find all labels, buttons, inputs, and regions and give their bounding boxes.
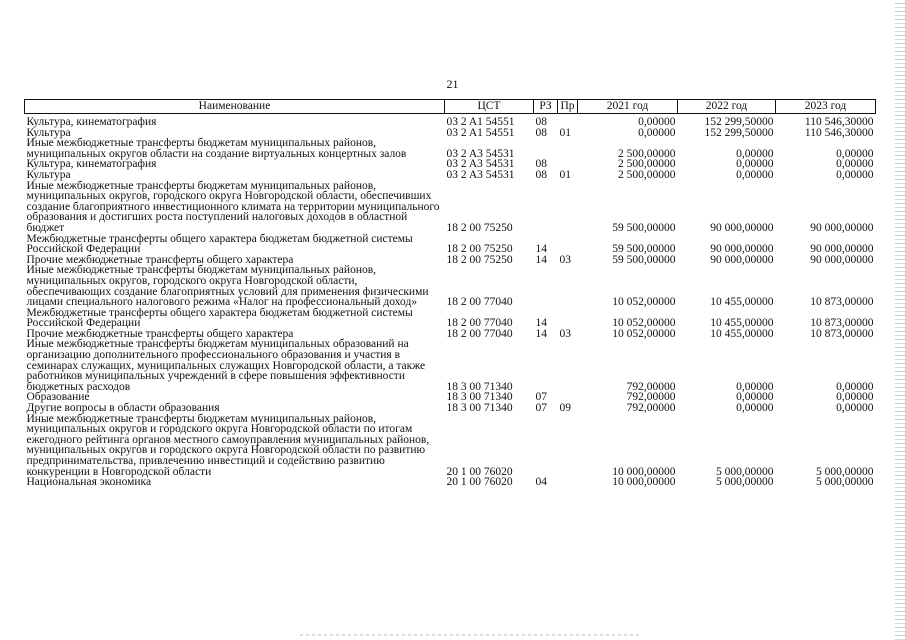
- row-cst: 18 3 00 71340: [446, 402, 513, 415]
- row-pr: 01: [559, 126, 571, 139]
- row-name: Культура: [26, 126, 71, 139]
- table-row: [25, 181, 876, 234]
- row-2021: 59 500,00000: [612, 243, 676, 256]
- row-cst: 03 2 A1 54551: [446, 126, 515, 139]
- row-name: Иные межбюджетные трансферты бюджетам муниципальных районов, муниципальных округов области на создание виртуальных концертных залов: [26, 137, 407, 160]
- row-2021: 792,00000: [626, 391, 676, 404]
- table-header-row: [25, 100, 876, 114]
- row-pr: [558, 414, 578, 478]
- table-row: [25, 339, 876, 392]
- row-rz: 07: [535, 402, 547, 415]
- row-2023: 110 546,30000: [804, 116, 874, 128]
- row-2022: 10 455,00000: [710, 296, 774, 309]
- header-2023: 2023 год: [776, 100, 876, 114]
- row-2021: 59 500,00000: [612, 221, 676, 234]
- row-2023: 0,00000: [836, 402, 874, 415]
- header-pr: Пр: [558, 100, 578, 114]
- row-cst: 18 2 00 75250: [446, 243, 513, 256]
- row-2021: 10 052,00000: [612, 296, 676, 309]
- row-cst: 18 2 00 75250: [446, 221, 513, 234]
- row-2022: 0,00000: [736, 380, 774, 393]
- row-2021: 59 500,00000: [612, 253, 676, 266]
- table-row: [25, 138, 876, 159]
- row-pr: [558, 308, 578, 329]
- row-2022: 90 000,00000: [710, 221, 774, 234]
- row-rz: 08: [535, 116, 547, 128]
- row-2022: 5 000,00000: [716, 476, 774, 489]
- scan-bottom-artifact: [300, 634, 640, 636]
- row-2022: 152 299,50000: [704, 126, 774, 139]
- table-body: [25, 114, 876, 488]
- row-rz: 08: [535, 168, 547, 181]
- row-2022: 0,00000: [736, 391, 774, 404]
- row-cst: 03 2 A3 54531: [446, 158, 515, 171]
- row-2023: 0,00000: [836, 147, 874, 160]
- row-rz: [534, 265, 558, 307]
- row-2022: 0,00000: [736, 158, 774, 171]
- row-cst: 03 2 A3 54531: [446, 147, 515, 160]
- header-2022: 2022 год: [678, 100, 776, 114]
- row-pr: 01: [559, 168, 571, 181]
- row-2023: 10 873,00000: [810, 317, 874, 330]
- row-pr: 03: [559, 327, 571, 340]
- row-name: Культура, кинематография: [26, 158, 157, 171]
- row-cst: 20 1 00 76020: [446, 476, 513, 489]
- row-cst: 20 1 00 76020: [446, 465, 513, 478]
- budget-table-container: [24, 99, 875, 488]
- header-2021: 2021 год: [578, 100, 678, 114]
- header-name: Наименование: [25, 100, 445, 114]
- row-rz: 14: [535, 253, 547, 266]
- row-name: Прочие межбюджетные трансферты общего характера: [26, 253, 294, 266]
- row-2023: 5 000,00000: [816, 465, 874, 478]
- table-row: [25, 308, 876, 329]
- row-2021: 792,00000: [626, 380, 676, 393]
- row-2021: 792,00000: [626, 402, 676, 415]
- row-name: Межбюджетные трансферты общего характера бюджетам бюджетной системы Российской Федерации: [26, 306, 413, 330]
- row-name: Иные межбюджетные трансферты бюджетам муниципальных образований на организацию дополнительного профессионального образования и участия в семинарах служащих, муниципальных служащих Новгородской области, а также работников муниципальных учреждений в сфере повышения эффективности бюджетных расходов: [26, 338, 426, 393]
- row-2023: 90 000,00000: [810, 221, 874, 234]
- row-2021: 2 500,00000: [618, 168, 676, 181]
- scan-edge: [895, 0, 905, 640]
- row-rz: [534, 138, 558, 159]
- table-row: [25, 234, 876, 255]
- row-2021: 10 000,00000: [612, 476, 676, 489]
- row-name: Культура: [26, 168, 71, 181]
- table-row: [25, 414, 876, 478]
- row-rz: 14: [535, 243, 547, 256]
- row-pr: [558, 339, 578, 392]
- header-cst: ЦСТ: [445, 100, 534, 114]
- header-rz: РЗ: [534, 100, 558, 114]
- row-name: Иные межбюджетные трансферты бюджетам муниципальных районов, муниципальных округов, городского округа Новгородской области, обеспечивших создание благоприятного инвестиционного климата на территории муниципального образования и достигших роста поступлений налоговых доходов в областной бюджет: [26, 179, 440, 234]
- row-2022: 0,00000: [736, 402, 774, 415]
- row-2022: 90 000,00000: [710, 253, 774, 266]
- row-2022: 10 455,00000: [710, 327, 774, 340]
- row-rz: 14: [535, 327, 547, 340]
- row-rz: [534, 414, 558, 478]
- budget-table: [24, 99, 876, 488]
- row-cst: 18 2 00 77040: [446, 327, 513, 340]
- row-2023: 0,00000: [836, 158, 874, 171]
- row-cst: 18 3 00 71340: [446, 380, 513, 393]
- row-2022: 152 299,50000: [704, 116, 774, 128]
- row-rz: 14: [535, 317, 547, 330]
- row-name: Культура, кинематография: [26, 116, 157, 128]
- row-pr: 03: [559, 253, 571, 266]
- row-2022: 5 000,00000: [716, 465, 774, 478]
- row-pr: [558, 138, 578, 159]
- table-row: [25, 265, 876, 307]
- row-pr: [558, 477, 578, 488]
- row-2021: 10 052,00000: [612, 327, 676, 340]
- row-2021: 2 500,00000: [618, 158, 676, 171]
- row-rz: 08: [535, 126, 547, 139]
- row-pr: [558, 117, 578, 128]
- row-2023: 90 000,00000: [810, 243, 874, 256]
- row-cst: 18 3 00 71340: [446, 391, 513, 404]
- row-rz: [534, 339, 558, 392]
- row-2021: 0,00000: [638, 126, 676, 139]
- row-name: Образование: [26, 391, 90, 404]
- row-name: Прочие межбюджетные трансферты общего характера: [26, 327, 294, 340]
- row-pr: [558, 234, 578, 255]
- row-2023: 0,00000: [836, 380, 874, 393]
- row-name: Национальная экономика: [26, 476, 152, 489]
- row-rz: 07: [535, 391, 547, 404]
- row-2021: 2 500,00000: [618, 147, 676, 160]
- row-name: Иные межбюджетные трансферты бюджетам муниципальных районов, муниципальных округов и городского округа Новгородской области по итогам ежегодного рейтинга органов местного самоуправления муниципальных районов, муниципальных округов и городского округа Новгородской области по развитию предпринимательства, привлечению инвестиций и содействию развитию конкуренции в Новгородской области: [26, 412, 430, 478]
- row-2023: 0,00000: [836, 168, 874, 181]
- table-row: [25, 170, 876, 181]
- row-pr: 09: [559, 402, 571, 415]
- row-rz: [534, 181, 558, 234]
- row-rz: 08: [535, 158, 547, 171]
- row-pr: [558, 265, 578, 307]
- page-number: 21: [446, 77, 459, 91]
- row-2023: 5 000,00000: [816, 476, 874, 489]
- row-2022: 10 455,00000: [710, 317, 774, 330]
- row-2022: 90 000,00000: [710, 243, 774, 256]
- row-2023: 110 546,30000: [804, 126, 874, 139]
- table-row: [25, 117, 876, 128]
- row-2022: 0,00000: [736, 168, 774, 181]
- row-2023: 10 873,00000: [810, 327, 874, 340]
- row-name: Иные межбюджетные трансферты бюджетам муниципальных районов, муниципальных округов, городского округа Новгородской области, обеспечивающих создание благоприятных условий для применения физическими лицами специального налогового режима «Налог на профессиональный доход»: [26, 264, 429, 309]
- row-pr: [558, 181, 578, 234]
- row-name: Другие вопросы в области образования: [26, 402, 220, 415]
- row-2022: 0,00000: [736, 147, 774, 160]
- row-name: Межбюджетные трансферты общего характера бюджетам бюджетной системы Российской Федерации: [26, 232, 413, 256]
- row-cst: 18 2 00 75250: [446, 253, 513, 266]
- row-2021: 10 000,00000: [612, 465, 676, 478]
- row-2023: 10 873,00000: [810, 296, 874, 309]
- row-cst: 03 2 A1 54551: [446, 116, 515, 128]
- table-row: [25, 477, 876, 488]
- row-2021: 10 052,00000: [612, 317, 676, 330]
- row-cst: 03 2 A3 54531: [446, 168, 515, 181]
- row-rz: 04: [535, 476, 547, 489]
- row-cst: 18 2 00 77040: [446, 296, 513, 309]
- row-2021: 0,00000: [638, 116, 676, 128]
- row-2023: 90 000,00000: [810, 253, 874, 266]
- row-2023: 0,00000: [836, 391, 874, 404]
- row-cst: 18 2 00 77040: [446, 317, 513, 330]
